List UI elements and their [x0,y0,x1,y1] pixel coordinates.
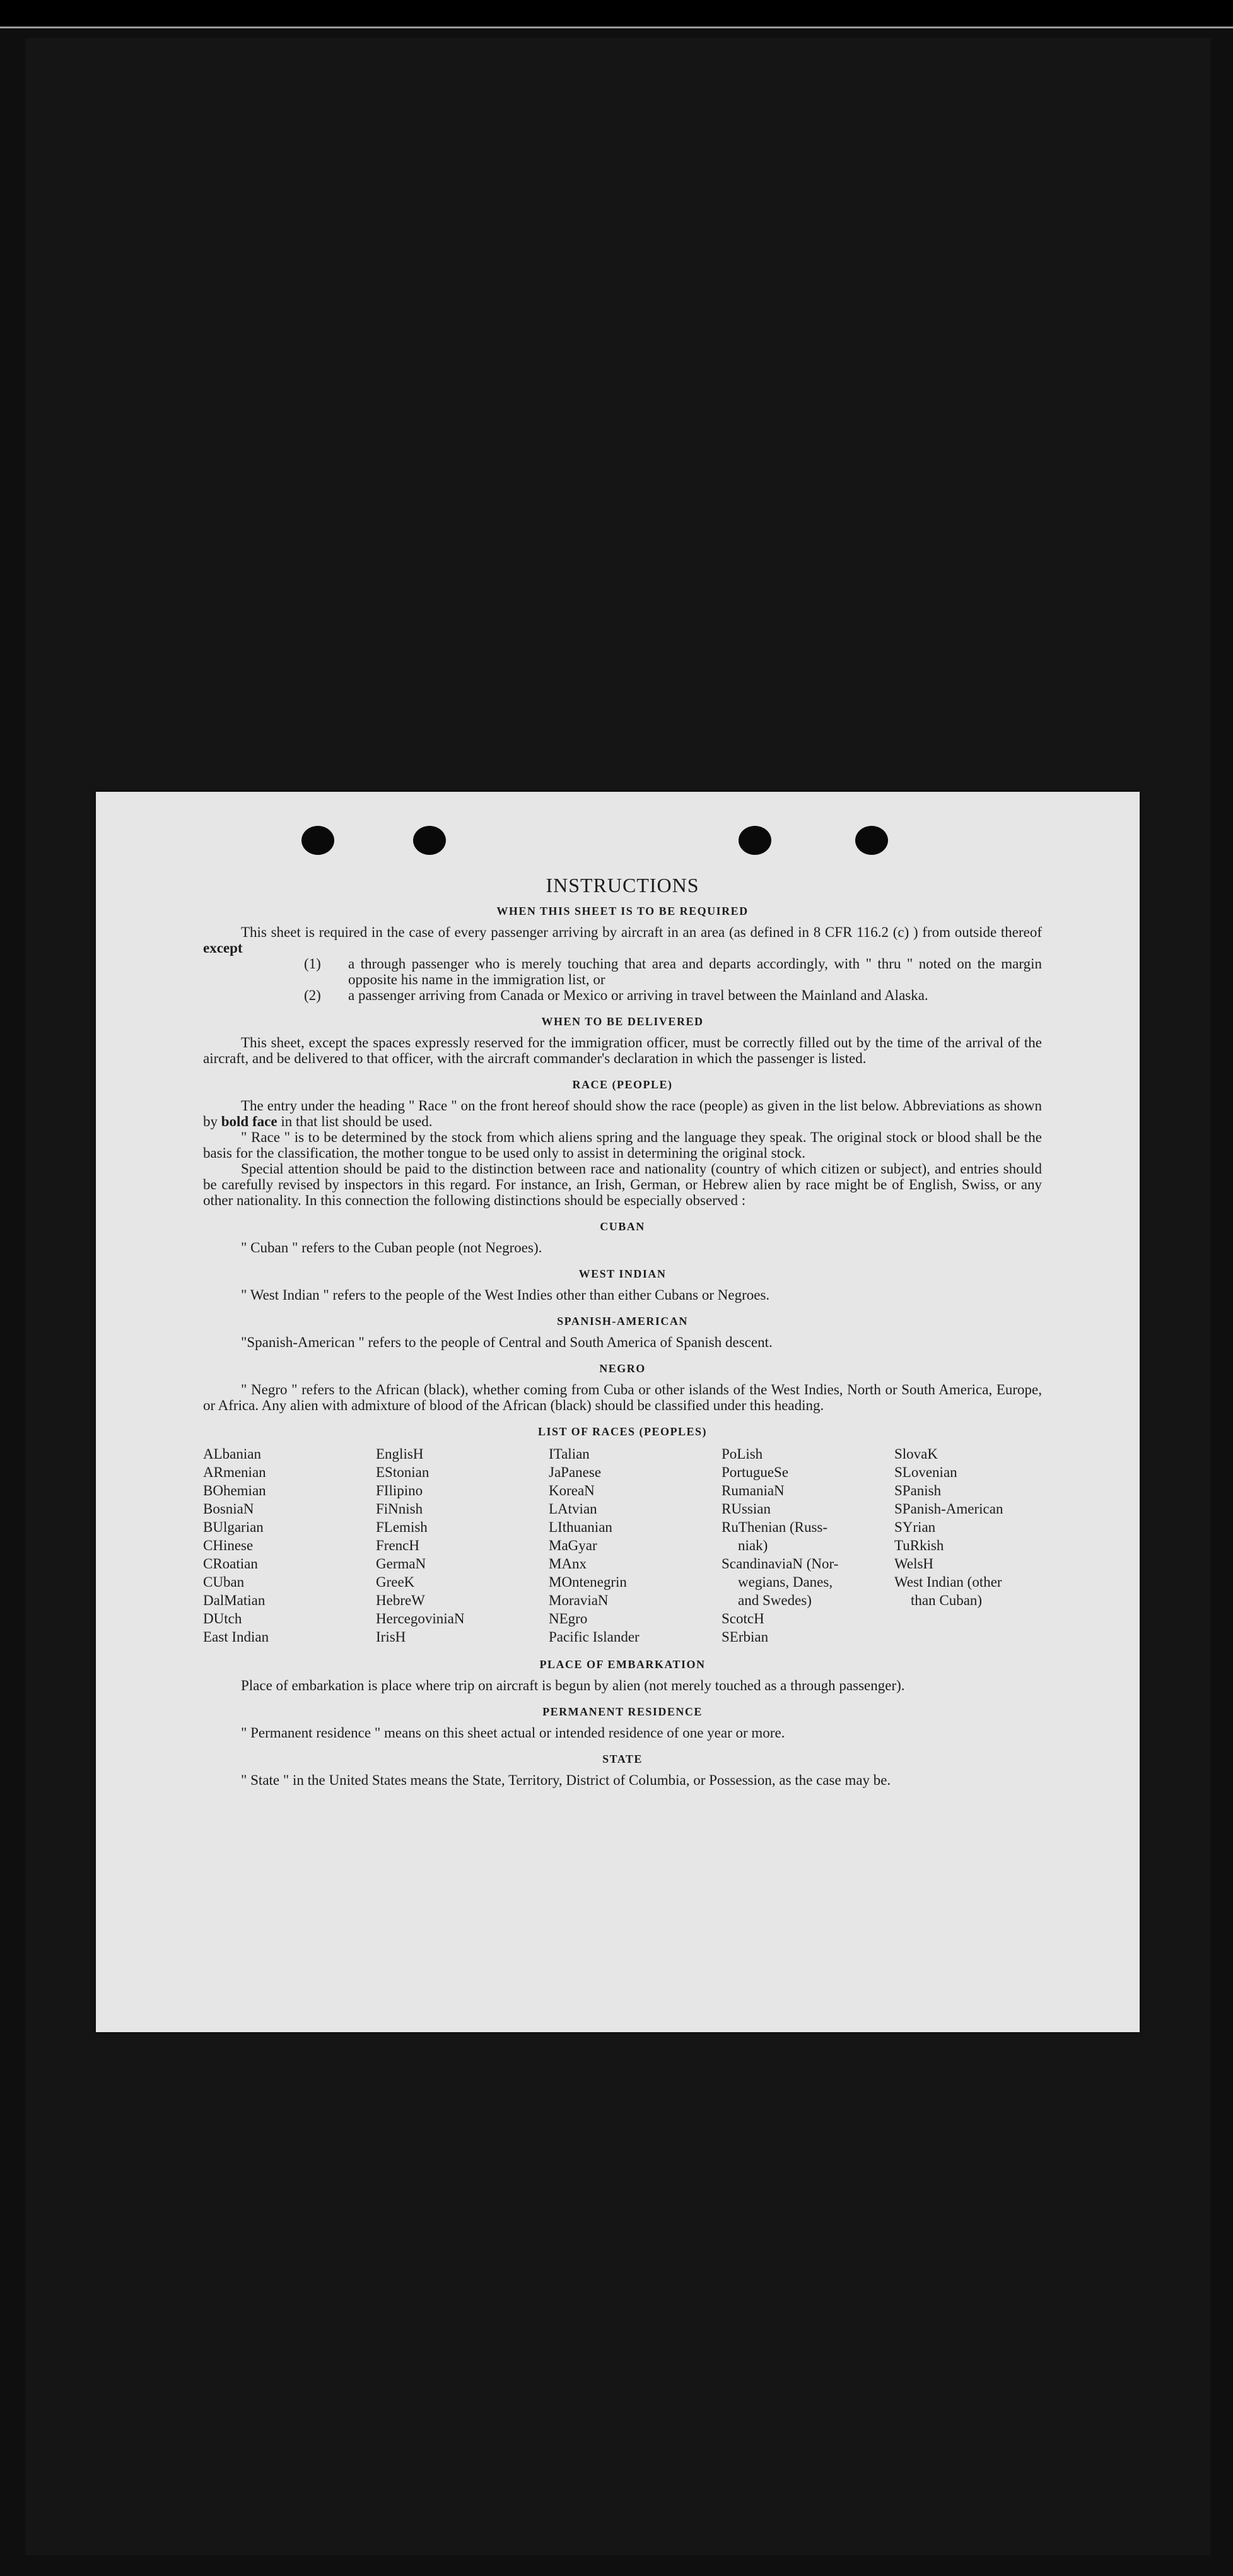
race-item: RuThenian (Russ- [722,1519,828,1535]
race-item: MoraviaN [549,1592,609,1608]
race-item: WelsH [894,1556,934,1572]
top-black-band [0,0,1233,26]
page-title: INSTRUCTIONS [546,874,699,897]
races-column-3 [549,1445,722,1646]
punch-hole [413,826,446,855]
race-item: SlovaK [894,1446,938,1462]
west-indian-text: " West Indian " refers to the people of the West Indies other than either Cubans or Negroes. [241,1287,770,1303]
race-item: niak) [738,1538,768,1553]
race-item: FrencH [376,1538,419,1553]
races-column-5 [894,1445,1042,1646]
race-item: BOhemian [203,1483,266,1498]
section-heading-embarkation: PLACE OF EMBARKATION [539,1658,706,1671]
race-item: HercegoviniaN [376,1611,465,1626]
section-heading-state: STATE [602,1753,643,1765]
race-item: ARmenian [203,1464,266,1480]
permanent-residence-text: " Permanent residence " means on this sheet actual or intended residence of one year or more. [241,1725,785,1741]
race-item: SYrian [894,1519,936,1535]
section-heading-race: RACE (PEOPLE) [572,1078,673,1091]
race-item: LIthuanian [549,1519,612,1535]
race-item: ALbanian [203,1446,261,1462]
race-item: ScotcH [722,1611,764,1626]
race-item: DalMatian [203,1592,266,1608]
race-paragraph-2: " Race " is to be determined by the stock from which aliens spring and the language they speak. The original stock or blood shall be the basis for the classification, the mother tongue to be used only to assist in determining the original stock. [203,1129,1042,1161]
races-column-1 [203,1445,376,1646]
race-item: KoreaN [549,1483,595,1498]
punch-hole [739,826,771,855]
race-item: CRoatian [203,1556,258,1572]
race-item: Pacific Islander [549,1629,640,1645]
race-item: CHinese [203,1538,254,1553]
race-item: MaGyar [549,1538,597,1553]
sheet-content [203,874,1042,1788]
except-bold: except [203,940,243,956]
section-heading-permanent-residence: PERMANENT RESIDENCE [542,1705,703,1718]
race-item: SPanish-American [894,1501,1003,1517]
condition-1: (1) a through passenger who is merely touching that area and departs accordingly, with " thru " noted on the margin opposite his name in the immigration list, or [304,956,1042,987]
punch-hole [855,826,888,855]
race-item: FIlipino [376,1483,423,1498]
section-heading-cuban: CUBAN [600,1220,645,1233]
race-item: JaPanese [549,1464,602,1480]
state-text: " State " in the United States means the State, Territory, District of Columbia, or Possession, as the case may be. [241,1772,891,1788]
race-item: MOntenegrin [549,1574,627,1590]
race-paragraph-1: The entry under the heading " Race " on the front hereof should show the race (people) as given in the list below. Abbreviations as shown by bold face in that list should be used. [203,1098,1042,1129]
bold-face-text: bold face [221,1114,278,1129]
race-item: TuRkish [894,1538,944,1553]
punch-hole [301,826,334,855]
race-item: BosniaN [203,1501,254,1517]
section-heading-negro: NEGRO [599,1362,646,1375]
races-column-4 [722,1445,894,1646]
race-item: CUban [203,1574,245,1590]
negro-text: " Negro " refers to the African (black), whether coming from Cuba or other islands of the West Indies, North or South America, Europe, or Africa. Any alien with admixture of blood of the African (black) should be classified under this heading. [203,1382,1042,1413]
cuban-text: " Cuban " refers to the Cuban people (not Negroes). [241,1240,542,1256]
races-column-2 [376,1445,549,1646]
race-item: DUtch [203,1611,242,1626]
section-heading-list-of-races: LIST OF RACES (PEOPLES) [537,1425,708,1438]
race-item: EnglisH [376,1446,424,1462]
embarkation-text: Place of embarkation is place where trip on aircraft is begun by alien (not merely touched as a through passenger). [241,1678,905,1693]
section-heading-when-required: WHEN THIS SHEET IS TO BE REQUIRED [496,905,749,917]
instruction-sheet [96,792,1140,2032]
when-delivered-text: This sheet, except the spaces expressly reserved for the immigration officer, must be correctly filled out by the time of the arrival of the aircraft, and be delivered to that officer, with the aircraft commander's declaration in which the passenger is listed. [203,1035,1042,1066]
race-paragraph-3: Special attention should be paid to the distinction between race and nationality (country of which citizen or subject), and entries should be carefully revised by inspectors in this regard. For instance, an Irish, German, or Hebrew alien by race might be of English, Swiss, or any other nationality. In this connection the following distinctions should be especially observed : [203,1161,1042,1208]
spanish-american-text: "Spanish-American " refers to the people of Central and South America of Spanish descent. [241,1334,773,1350]
section-heading-west-indian: WEST INDIAN [578,1267,667,1280]
race-item: ITalian [549,1446,590,1462]
race-item: IrisH [376,1629,406,1645]
when-required-intro: This sheet is required in the case of every passenger arriving by aircraft in an area (as defined in 8 CFR 116.2 (c) ) from outside thereof except [203,924,1042,956]
race-item: GermaN [376,1556,426,1572]
race-item: RUssian [722,1501,771,1517]
race-item: than Cuban) [911,1592,983,1608]
section-heading-when-delivered: WHEN TO BE DELIVERED [541,1015,704,1028]
race-item: FLemish [376,1519,428,1535]
race-item: HebreW [376,1592,425,1608]
races-list [203,1445,1042,1646]
race-item: SPanish [894,1483,942,1498]
race-item: East Indian [203,1629,269,1645]
condition-2: (2) a passenger arriving from Canada or Mexico or arriving in travel between the Mainland and Alaska. [304,987,928,1003]
race-item: West Indian (other [894,1574,1002,1590]
race-item: EStonian [376,1464,430,1480]
race-item: LAtvian [549,1501,597,1517]
race-item: MAnx [549,1556,587,1572]
race-item: RumaniaN [722,1483,785,1498]
race-item: BUlgarian [203,1519,264,1535]
section-heading-spanish-american: SPANISH-AMERICAN [557,1315,688,1327]
race-item: GreeK [376,1574,415,1590]
race-item: SErbian [722,1629,769,1645]
race-item: PoLish [722,1446,763,1462]
race-item: SLovenian [894,1464,957,1480]
race-item: FiNnish [376,1501,423,1517]
race-item: NEgro [549,1611,588,1626]
race-item: wegians, Danes, [738,1574,833,1590]
race-item: PortugueSe [722,1464,789,1480]
race-item: ScandinaviaN (Nor- [722,1556,839,1572]
race-item: and Swedes) [738,1592,812,1608]
top-edge-line [0,26,1233,28]
